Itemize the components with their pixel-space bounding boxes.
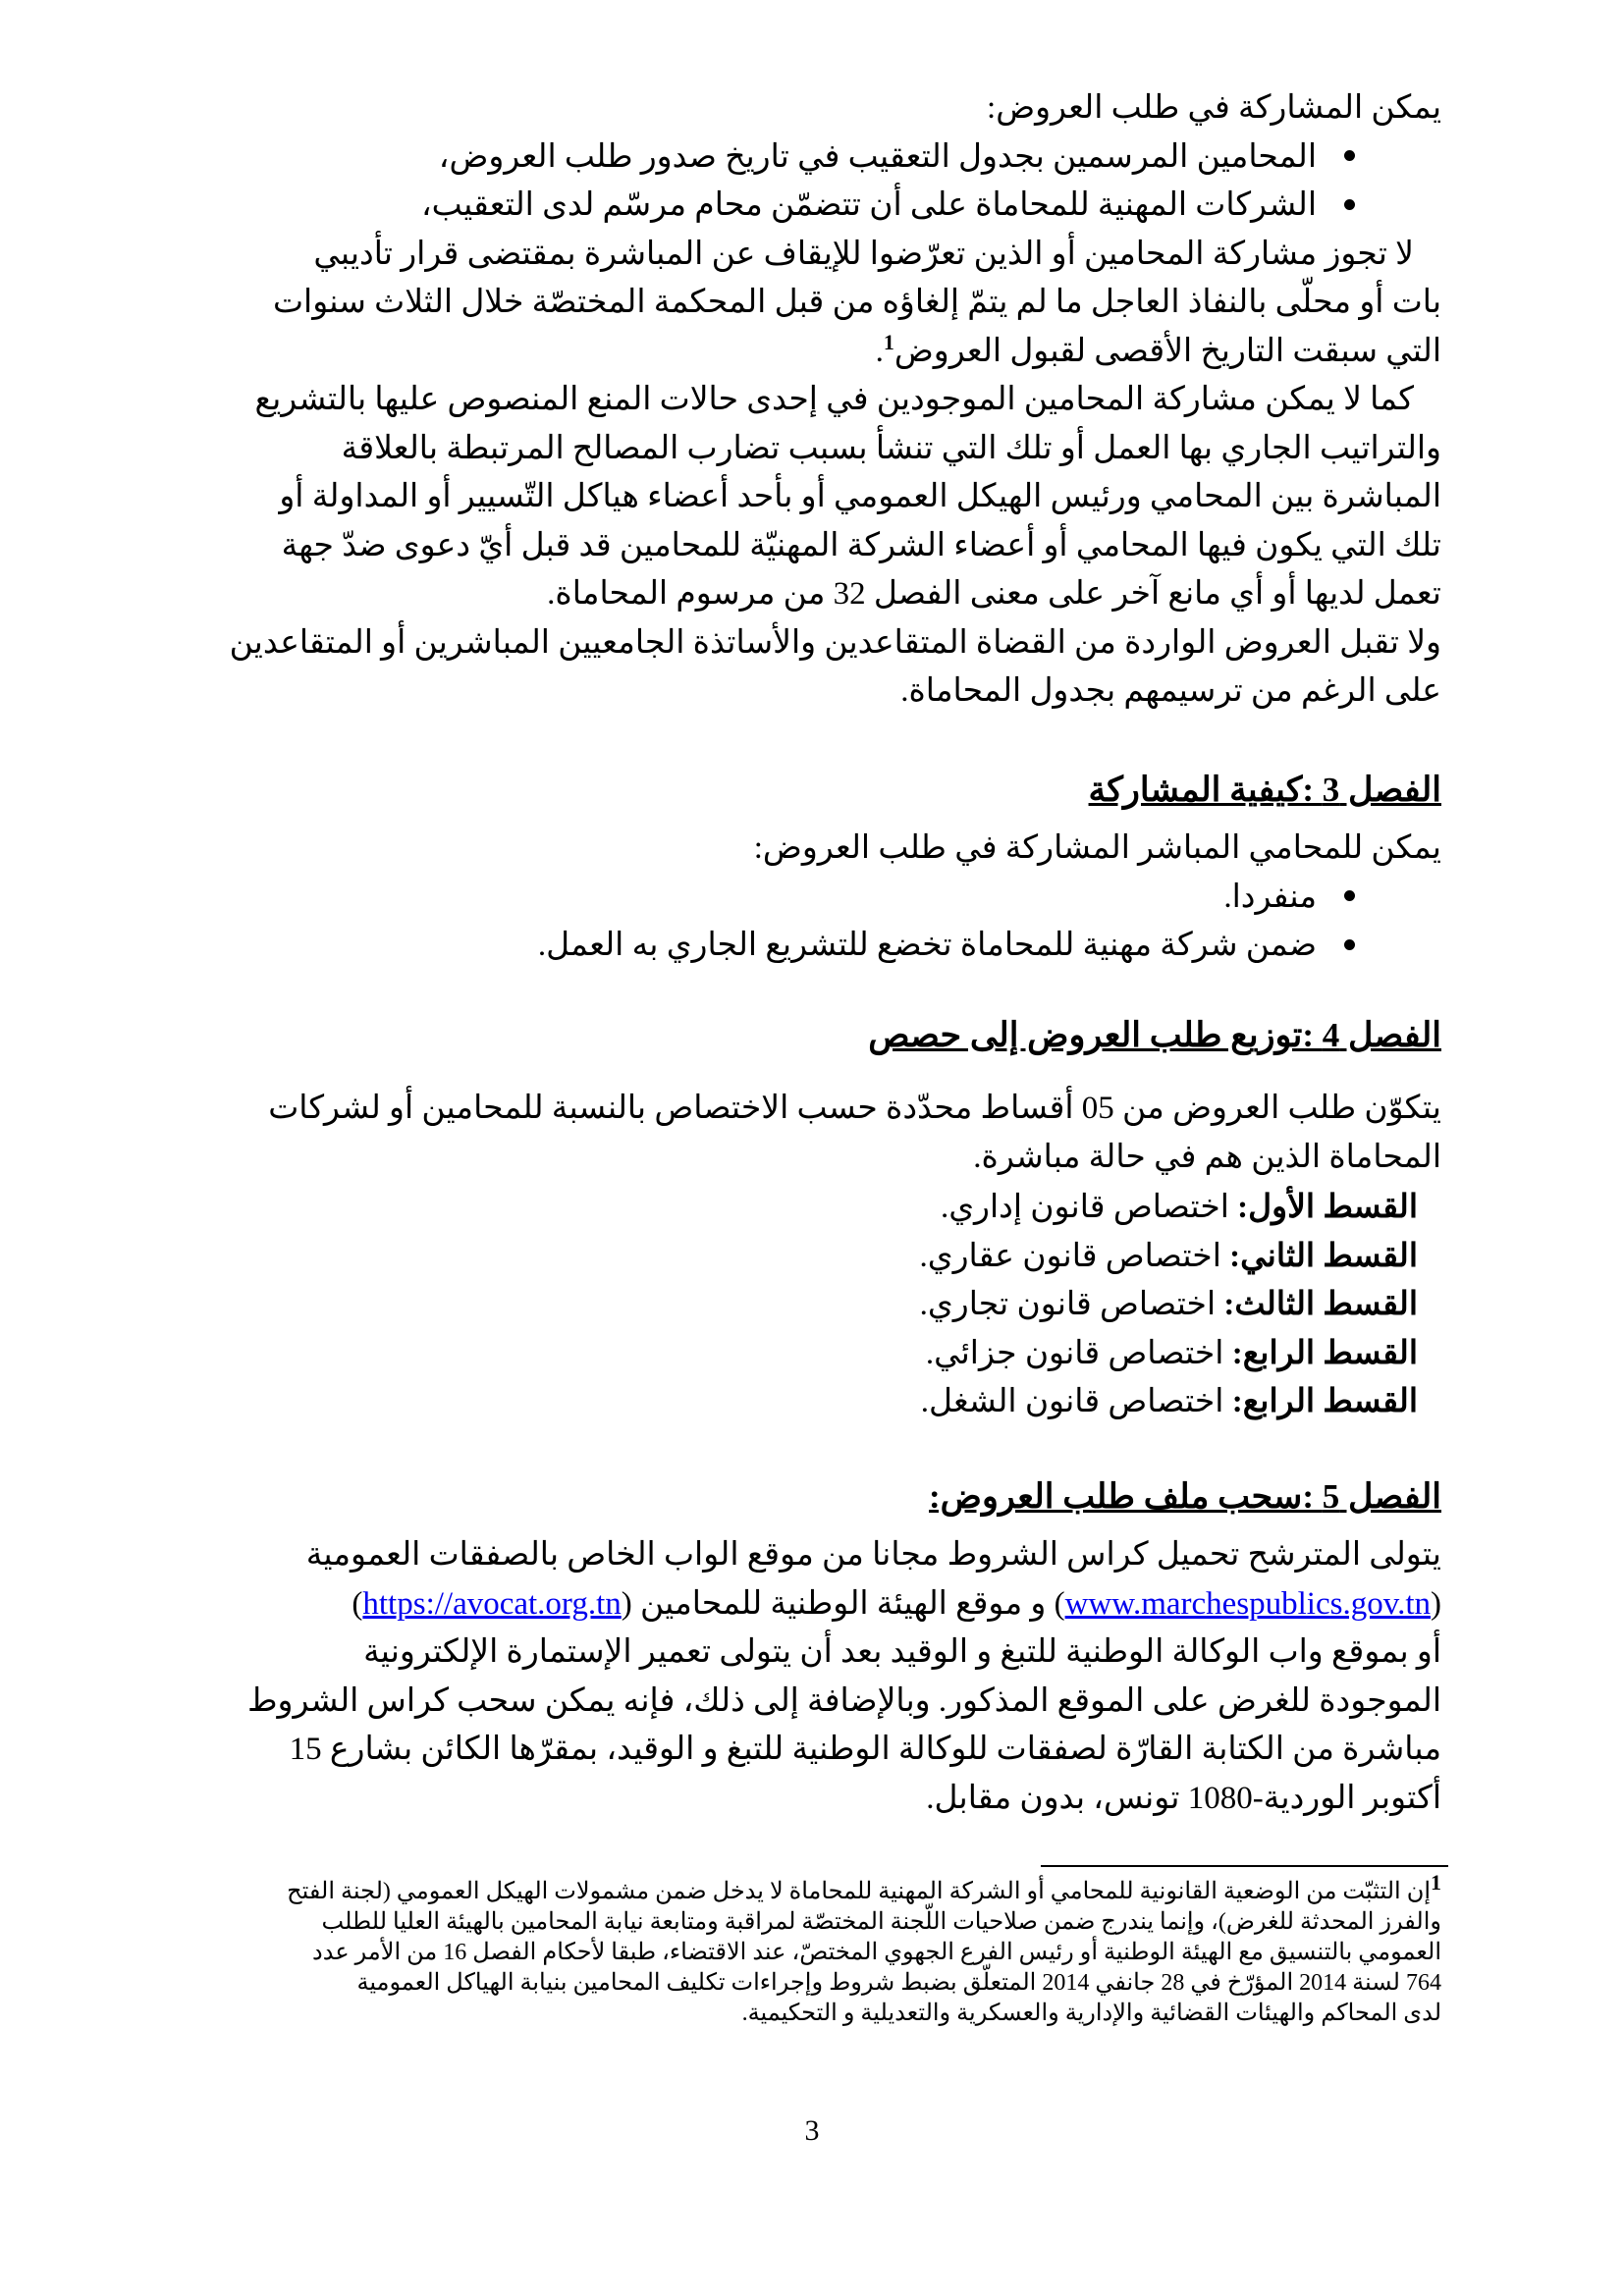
section4-body (179, 1085, 1441, 1182)
intro-line: بات أو محلّى بالنفاذ العاجل ما لم يتمّ إلغاؤه من قبل المحكمة المختصّة خلال الثلاث سنوات (272, 285, 1441, 320)
intro-line: المباشرة بين المحامي ورئيس الهيكل العمومي أو بأحد أعضاء هياكل التّسيير أو المداولة أو (279, 479, 1441, 514)
footnote (179, 1870, 1441, 2029)
intro-line: تلك التي يكون فيها المحامي أو أعضاء الشركة المهنيّة للمحامين قد قبل أيّ دعوى ضدّ جهة (281, 527, 1441, 563)
intro-line: التي سبقت التاريخ الأقصى لقبول العروض$^1$. (875, 329, 1441, 369)
lot-item: القسط الرابع: اختصاص قانون جزائي. (925, 1335, 1418, 1371)
marchespublics-link[interactable]: www.marchespublics.gov.tn (1064, 1585, 1431, 1622)
section5-body (179, 1531, 1441, 1823)
section5-line: أو بموقع واب الوكالة الوطنية للتبغ و الوقيد بعد أن يتولى تعمير الإستمارة الإلكترونية (363, 1634, 1441, 1670)
section4-line: المحاماة الذين هم في حالة مباشرة. (973, 1139, 1441, 1175)
bullet-icon (1344, 150, 1355, 161)
lot-item: القسط الثاني: اختصاص قانون عقاري. (919, 1238, 1418, 1274)
footnote-line: والفرز المحدثة للغرض)، وإنما يندرج ضمن صلاحيات اللّجنة المختصّة لمراقبة ومتابعة نيابة المحامين بالهيئة العليا للطلب (321, 1909, 1441, 1935)
section5-line: أكتوبر الوردية-1080 تونس، بدون مقابل. (926, 1780, 1441, 1816)
page-number: 3 (804, 2114, 820, 2147)
section5-heading: الفصل 5 :سحب ملف طلب العروض: (929, 1477, 1441, 1516)
bullet-icon (1344, 890, 1355, 901)
section3-heading: الفصل 3 :كيفية المشاركة (1088, 771, 1441, 809)
bullet-icon (1344, 939, 1355, 950)
lot-item: القسط الرابع: اختصاص قانون الشغل. (920, 1384, 1418, 1419)
intro-block (179, 84, 1441, 717)
section3-intro: يمكن للمحامي المباشر المشاركة في طلب العروض: (753, 830, 1441, 866)
intro-line: كما لا يمكن مشاركة المحامين الموجودين في إحدى حالات المنع المنصوص عليها بالتشريع (254, 382, 1414, 417)
bullet-item: ضمن شركة مهنية للمحاماة تخضع للتشريع الجاري به العمل. (179, 922, 1441, 971)
intro-line: يمكن المشاركة في طلب العروض: (987, 90, 1441, 126)
section4-heading: الفصل 4 :توزيع طلب العروض إلى حصص (868, 1016, 1441, 1054)
section3-body (179, 825, 1441, 971)
section5-line: الموجودة للغرض على الموقع المذكور. وبالإضافة إلى ذلك، فإنه يمكن سحب كراس الشروط (246, 1682, 1441, 1719)
footnote-line: العمومي بالتنسيق مع الهيئة الوطنية أو رئيس الفرع الجهوي المختصّ، عند الاقتضاء، طبقا لأحكام الفصل 16 من الأمر عدد (312, 1940, 1441, 1965)
footnote-line: لدى المحاكم والهيئات القضائية والإدارية والعسكرية والتعديلية و التحكيمية. (741, 2001, 1441, 2026)
section5-line: مباشرة من الكتابة القارّة لصفقات للوكالة الوطنية للتبغ و الوقيد، بمقرّها الكائن بشارع 15 (289, 1732, 1441, 1767)
footnote-ref[interactable]: 1 (883, 329, 894, 354)
section4-line: يتكوّن طلب العروض من 05 أقساط محدّدة حسب الاختصاص بالنسبة للمحامين أو لشركات (268, 1091, 1441, 1126)
lots-list (179, 1184, 1418, 1427)
lot-item: القسط الأول: اختصاص قانون إداري. (940, 1190, 1418, 1225)
intro-line: تعمل لديها أو أي مانع آخر على معنى الفصل 32 من مرسوم المحاماة. (547, 576, 1441, 612)
bullet-item: المحامين المرسمين بجدول التعقيب في تاريخ صدور طلب العروض، (179, 133, 1441, 183)
bullet-icon (1344, 199, 1355, 210)
intro-line: لا تجوز مشاركة المحامين أو الذين تعرّضوا للإيقاف عن المباشرة بمقتضى قرار تأديبي (313, 236, 1414, 272)
intro-line: على الرغم من ترسيمهم بجدول المحاماة. (900, 673, 1441, 709)
bullet-item: الشركات المهنية للمحاماة على أن تتضمّن محام مرسّم لدى التعقيب، (179, 182, 1441, 231)
footnote-divider (1041, 1865, 1448, 1867)
footnote-line: 1إن التثبّت من الوضعية القانونية للمحامي أو الشركة المهنية للمحاماة لا يدخل ضمن مشمولات الهيكل العمومي (لجنة الفتح (287, 1870, 1441, 1904)
lot-item: القسط الثالث: اختصاص قانون تجاري. (919, 1287, 1418, 1322)
avocat-link[interactable]: https://avocat.org.tn (362, 1585, 622, 1622)
intro-line: والتراتيب الجاري بها العمل أو تلك التي تنشأ بسبب تضارب المصالح المرتبطة بالعلاقة (341, 430, 1441, 466)
section5-line: (www.marchespublics.gov.tn) و موقع الهيئة الوطنية للمحامين (https://avocat.org.tn) (352, 1585, 1441, 1622)
footnote-marker: 1 (1431, 1870, 1441, 1895)
bullet-item: منفردا. (179, 874, 1441, 923)
intro-line: ولا تقبل العروض الواردة من القضاة المتقاعدين والأساتذة الجامعيين المباشرين أو المتقاعدين (229, 624, 1441, 661)
footnote-line: 764 لسنة 2014 المؤرّخ في 28 جانفي 2014 المتعلّق بضبط شروط وإجراءات تكليف المحامين بنيابة الهياكل العمومية (356, 1970, 1441, 1996)
section5-line: يتولى المترشح تحميل كراس الشروط مجانا من موقع الواب الخاص بالصفقات العمومية (305, 1537, 1441, 1573)
